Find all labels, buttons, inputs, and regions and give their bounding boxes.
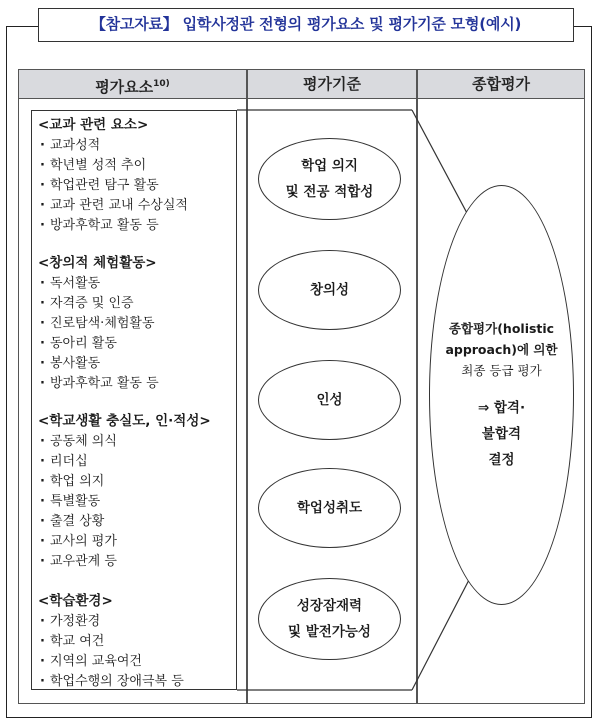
list-item: · 학교 여건 [38, 632, 236, 652]
list-item: · 교과 관련 교내 수상실적 [38, 196, 236, 216]
criterion-line: 인성 [316, 392, 343, 408]
column-header-elements-label: 평가요소 [95, 78, 154, 96]
diagram-title: 【참고자료】 입학사정관 전형의 평가요소 및 평가기준 모형(예시) [38, 8, 574, 42]
criterion-line: 및 전공 적합성 [285, 184, 374, 200]
list-item: · 출결 상황 [38, 512, 236, 532]
criterion-line: 성장잠재력 [296, 598, 363, 614]
criterion-achievement [258, 468, 401, 548]
column-header-comprehensive: 종합평가 [417, 69, 585, 99]
criterion-growth-potential [258, 578, 401, 660]
footnote-marker: 10) [153, 79, 170, 89]
element-group-title: <학교생활 충실도, 인·적성> [38, 413, 211, 429]
result-line: 결정 [488, 451, 515, 468]
criterion-creativity [258, 250, 401, 330]
criterion-line: 및 발전가능성 [288, 624, 371, 640]
list-item: · 리더십 [38, 452, 236, 472]
criterion-line: 학업 의지 [301, 158, 358, 174]
element-group-subject [38, 114, 236, 236]
list-item: · 방과후학교 활동 등 [38, 374, 236, 394]
element-group-title: <창의적 체험활동> [38, 255, 157, 271]
criterion-line: 학업성취도 [296, 500, 363, 516]
result-line: 불합격 [481, 425, 522, 442]
comprehensive-evaluation-ellipse [429, 185, 574, 605]
list-item: · 독서활동 [38, 274, 236, 294]
list-item: · 학업관련 탐구 활동 [38, 176, 236, 196]
list-item: · 동아리 활동 [38, 334, 236, 354]
list-item: · 지역의 교육여건 [38, 652, 236, 672]
list-item: · 학업수행의 장애극복 등 [38, 672, 236, 692]
column-header-criteria: 평가기준 [247, 69, 417, 99]
element-group-school-life [38, 410, 236, 572]
list-item: · 봉사활동 [38, 354, 236, 374]
list-item: · 교우관계 등 [38, 552, 236, 572]
element-group-creative-activities [38, 252, 236, 394]
element-group-title: <학습환경> [38, 593, 113, 609]
list-item: · 교사의 평가 [38, 532, 236, 552]
list-item: · 방과후학교 활동 등 [38, 216, 236, 236]
result-line: ⇒ 합격· [477, 399, 526, 416]
element-group-title: <교과 관련 요소> [38, 117, 149, 133]
comprehensive-text: approach)에 의한 [445, 341, 558, 357]
criterion-line: 창의성 [309, 282, 350, 298]
comprehensive-text: 종합평가(holistic [448, 320, 555, 336]
evaluation-elements-box [31, 110, 237, 690]
list-item: · 교과성적 [38, 136, 236, 156]
list-item: · 자격증 및 인증 [38, 294, 236, 314]
list-item: · 학업 의지 [38, 472, 236, 492]
criterion-academic-will [258, 138, 401, 220]
list-item: · 학년별 성적 추이 [38, 156, 236, 176]
comprehensive-text: 최종 등급 평가 [461, 362, 542, 378]
list-item: · 공동체 의식 [38, 432, 236, 452]
list-item: · 가정환경 [38, 612, 236, 632]
list-item: · 특별활동 [38, 492, 236, 512]
comprehensive-result [478, 395, 525, 473]
list-item: · 진로탐색·체험활동 [38, 314, 236, 334]
element-group-learning-environment [38, 590, 236, 692]
criterion-character [258, 360, 401, 440]
